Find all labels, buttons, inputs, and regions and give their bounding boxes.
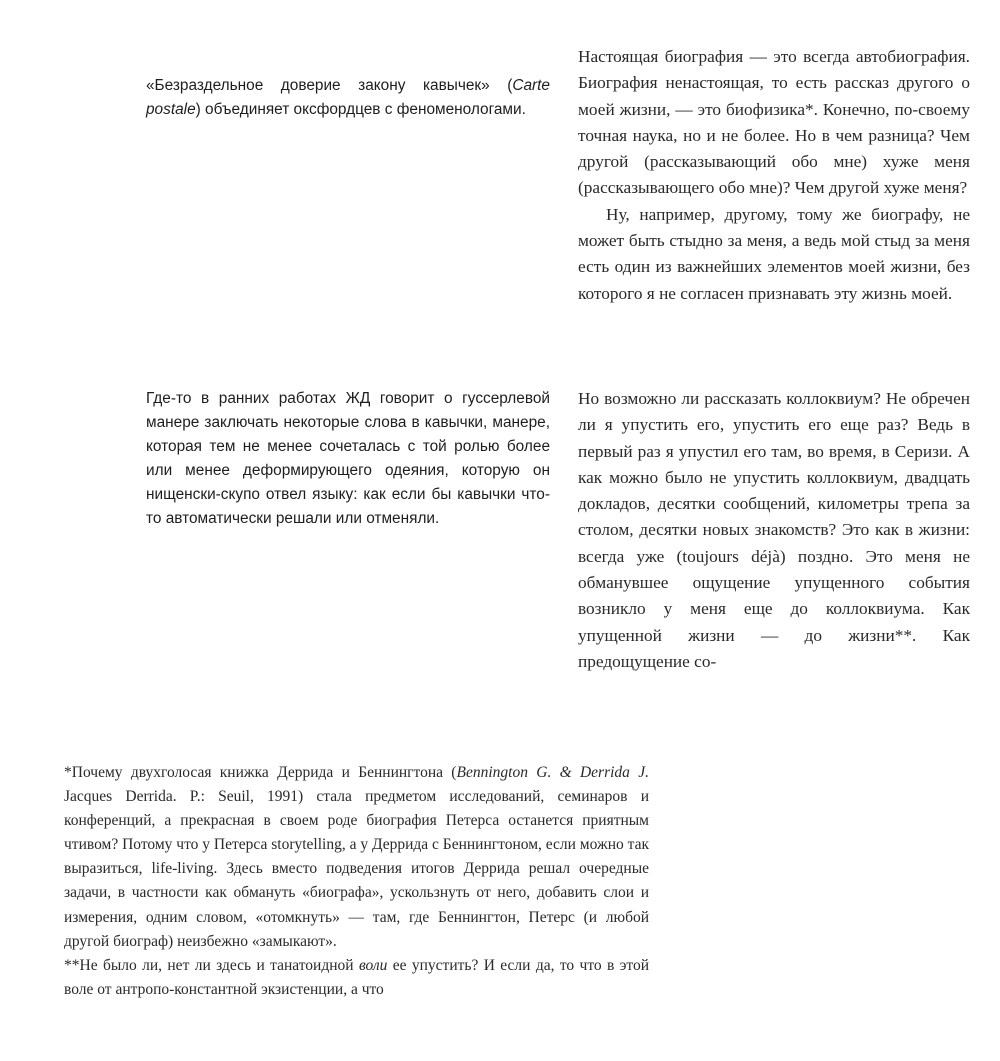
main-text-block-2 [578, 386, 970, 675]
margin-note-1-italic: Carte postale [146, 77, 550, 118]
main-text-block-1 [578, 44, 970, 307]
footnote-2 [64, 954, 649, 1002]
footnote-1-italic: Bennington G. & Derrida J. [456, 764, 649, 781]
margin-note-2-text: Где-то в ранних работах ЖД говорит о гуссерлевой манере заключать некоторые слова в кавычки, манере, которая тем не менее сочеталась с той ролью более или менее деформирующего одеяния, которую он нищенски-скупо отвел языку: как если бы кавычки что-то автоматически решали или отменяли. [146, 390, 550, 527]
footnote-2-rest: ее упустить? И если да, то что в этой воле от антропо-константной экзистенции, а что [64, 956, 649, 998]
footnote-2-mark: ** [64, 956, 80, 974]
margin-note-1 [146, 74, 550, 122]
footnote-2-text: Не было ли, нет ли здесь и танатоидной [79, 956, 359, 974]
footnotes [64, 761, 649, 1002]
footnote-1 [64, 761, 649, 954]
margin-note-2 [146, 387, 550, 531]
paragraph-2: Ну, например, другому, тому же биографу, не может быть стыдно за меня, а ведь мой стыд за меня есть один из важнейших элементов моей жизни, без которого я не согласен признавать эту жизнь моей. [578, 204, 970, 303]
footnote-2-italic: воли [358, 956, 388, 974]
footnote-1-text: Почему двухголосая книжка Деррида и Беннингтона ( [71, 764, 457, 781]
paragraph-3: Но возможно ли рассказать коллоквиум? Не обречен ли я упустить его, упустить его еще раз? Ведь в первый раз я упустил его там, во время, в Серизи. А как можно было не упустить коллоквиум, двадцать докладов, десятки сообщений, километры трепа за столом, десятки новых знакомств? Это как в жизни: всегда уже (toujours déjà) поздно. Это меня не обманувшее ощущение упущенного события возникло у меня еще до коллоквиума. Как упущенной жизни — до жизни**. Как предощущение со- [578, 389, 970, 671]
margin-note-1-text: «Безраздельное доверие закону кавычек» ( [146, 77, 513, 94]
footnote-1-mark: * [64, 764, 72, 781]
footnote-1-rest: Jacques Derrida. P.: Seuil, 1991) стала предметом исследований, семинаров и конференций, а прекрасная в своем роде биография Петерса останется приятным чтивом? Потому что у Петерса storytelling, а у Деррида с Беннингтоном, если можно так выразиться, life-living. Здесь вместо подведения итогов Деррида решал очередные задачи, в частности как обмануть «биографа», ускользнуть от него, добавить слои и измерения, одним словом, «отомкнуть» — там, где Беннингтон, Петерс (и любой другой биограф) неизбежно «замыкают». [64, 788, 649, 950]
margin-note-1-tail: ) объединяет оксфордцев с феноменологами. [195, 101, 526, 118]
paragraph-1: Настоящая биография — это всегда автобиография. Биография ненастоящая, то есть рассказ другого о моей жизни, — это биофизика*. Конечно, по-своему точная наука, но и не более. Но в чем разница? Чем другой (рассказывающий обо мне) хуже меня (рассказывающего обо мне)? Чем другой хуже меня? [578, 47, 970, 198]
